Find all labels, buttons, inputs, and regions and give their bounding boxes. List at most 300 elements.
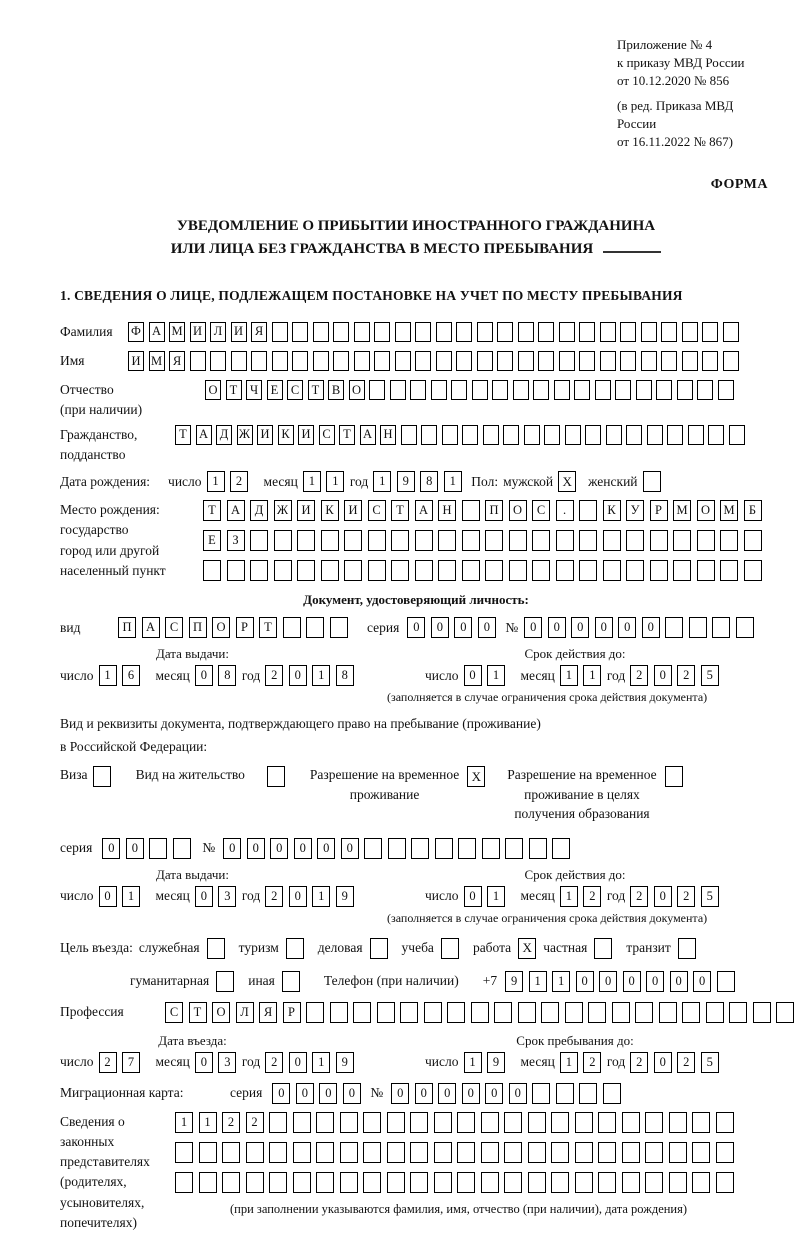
char-cell[interactable]: 1 [199,1112,217,1133]
char-cell[interactable] [415,322,431,342]
char-cell[interactable] [354,322,370,342]
char-cell[interactable] [313,351,329,371]
char-cell[interactable] [306,1002,324,1023]
char-cell[interactable] [702,322,718,342]
char-cell[interactable] [588,1002,606,1023]
char-cell[interactable] [645,1112,663,1133]
char-cell[interactable] [641,322,657,342]
gender-male-checkbox[interactable]: X [558,471,576,492]
char-cell[interactable] [483,425,499,445]
char-cell[interactable] [438,560,456,581]
char-cell[interactable] [481,1142,499,1163]
char-cell[interactable] [363,1142,381,1163]
char-cell[interactable]: Я [259,1002,277,1023]
char-cell[interactable]: 0 [670,971,688,992]
char-cell[interactable]: М [149,351,165,371]
char-cell[interactable] [682,351,698,371]
char-cell[interactable] [702,351,718,371]
purpose-humanitarian-checkbox[interactable] [216,971,234,992]
char-cell[interactable] [274,530,292,551]
char-cell[interactable]: 0 [195,1052,213,1073]
char-cell[interactable]: Б [744,500,762,521]
char-cell[interactable] [269,1142,287,1163]
char-cell[interactable] [552,838,570,859]
char-cell[interactable]: 0 [654,1052,672,1073]
char-cell[interactable] [462,500,480,521]
char-cell[interactable] [626,560,644,581]
char-cell[interactable] [330,1002,348,1023]
char-cell[interactable]: 0 [391,1083,409,1104]
char-cell[interactable]: И [190,322,206,342]
char-cell[interactable]: О [697,500,715,521]
char-cell[interactable] [708,425,724,445]
char-cell[interactable] [692,1112,710,1133]
char-cell[interactable]: 2 [265,1052,283,1073]
char-cell[interactable]: И [231,322,247,342]
char-cell[interactable] [697,530,715,551]
char-cell[interactable] [269,1172,287,1193]
char-cell[interactable] [269,1112,287,1133]
char-cell[interactable]: С [532,500,550,521]
char-cell[interactable] [556,530,574,551]
char-cell[interactable] [706,1002,724,1023]
char-cell[interactable]: 0 [195,665,213,686]
char-cell[interactable] [598,1142,616,1163]
char-cell[interactable] [231,351,247,371]
char-cell[interactable] [551,1112,569,1133]
char-cell[interactable] [659,1002,677,1023]
char-cell[interactable]: 0 [195,886,213,907]
char-cell[interactable]: И [128,351,144,371]
purpose-transit-checkbox[interactable] [678,938,696,959]
char-cell[interactable]: 9 [336,1052,354,1073]
char-cell[interactable] [641,351,657,371]
char-cell[interactable] [565,1002,583,1023]
char-cell[interactable] [635,1002,653,1023]
char-cell[interactable] [400,1002,418,1023]
char-cell[interactable] [481,1172,499,1193]
char-cell[interactable] [579,560,597,581]
char-cell[interactable] [622,1172,640,1193]
char-cell[interactable]: Т [175,425,191,445]
char-cell[interactable] [622,1112,640,1133]
char-cell[interactable]: К [321,500,339,521]
char-cell[interactable] [615,380,631,400]
char-cell[interactable]: 0 [642,617,660,638]
char-cell[interactable]: 0 [464,665,482,686]
char-cell[interactable] [533,380,549,400]
char-cell[interactable] [661,351,677,371]
char-cell[interactable]: Е [203,530,221,551]
gender-female-checkbox[interactable] [643,471,661,492]
char-cell[interactable]: 0 [571,617,589,638]
char-cell[interactable]: 2 [630,1052,648,1073]
char-cell[interactable] [650,530,668,551]
char-cell[interactable] [677,380,693,400]
char-cell[interactable]: Р [283,1002,301,1023]
char-cell[interactable]: 0 [247,838,265,859]
char-cell[interactable] [250,530,268,551]
char-cell[interactable] [497,322,513,342]
char-cell[interactable] [712,617,730,638]
char-cell[interactable] [462,425,478,445]
char-cell[interactable] [333,322,349,342]
char-cell[interactable] [682,322,698,342]
char-cell[interactable] [518,322,534,342]
char-cell[interactable] [579,322,595,342]
char-cell[interactable] [250,560,268,581]
char-cell[interactable]: 0 [548,617,566,638]
char-cell[interactable] [190,351,206,371]
char-cell[interactable] [636,380,652,400]
residence-permit-checkbox[interactable] [267,766,285,787]
char-cell[interactable] [227,560,245,581]
char-cell[interactable] [524,425,540,445]
char-cell[interactable] [438,530,456,551]
char-cell[interactable] [369,380,385,400]
char-cell[interactable] [340,1172,358,1193]
char-cell[interactable]: Н [438,500,456,521]
char-cell[interactable] [656,380,672,400]
char-cell[interactable] [538,351,554,371]
char-cell[interactable] [199,1172,217,1193]
char-cell[interactable] [451,380,467,400]
purpose-other-checkbox[interactable] [282,971,300,992]
char-cell[interactable] [532,560,550,581]
char-cell[interactable]: 0 [654,665,672,686]
char-cell[interactable] [387,1172,405,1193]
char-cell[interactable]: 2 [265,886,283,907]
char-cell[interactable]: И [257,425,273,445]
char-cell[interactable] [720,530,738,551]
char-cell[interactable] [353,1002,371,1023]
char-cell[interactable]: Л [210,322,226,342]
char-cell[interactable] [391,530,409,551]
char-cell[interactable]: 1 [487,886,505,907]
char-cell[interactable] [306,617,324,638]
char-cell[interactable] [363,1172,381,1193]
char-cell[interactable] [374,351,390,371]
char-cell[interactable] [222,1172,240,1193]
char-cell[interactable]: 1 [464,1052,482,1073]
char-cell[interactable] [736,617,754,638]
char-cell[interactable]: 0 [524,617,542,638]
char-cell[interactable] [645,1142,663,1163]
char-cell[interactable] [297,530,315,551]
char-cell[interactable] [667,425,683,445]
char-cell[interactable] [776,1002,794,1023]
char-cell[interactable] [729,1002,747,1023]
char-cell[interactable] [497,351,513,371]
char-cell[interactable] [503,425,519,445]
char-cell[interactable] [436,351,452,371]
char-cell[interactable]: 1 [99,665,117,686]
char-cell[interactable] [575,1172,593,1193]
char-cell[interactable]: Т [308,380,324,400]
char-cell[interactable] [435,838,453,859]
char-cell[interactable] [673,530,691,551]
char-cell[interactable]: Д [250,500,268,521]
char-cell[interactable]: К [278,425,294,445]
char-cell[interactable]: 5 [701,886,719,907]
char-cell[interactable] [579,500,597,521]
char-cell[interactable] [481,1112,499,1133]
char-cell[interactable] [585,425,601,445]
char-cell[interactable] [603,1083,621,1104]
char-cell[interactable]: 0 [272,1083,290,1104]
char-cell[interactable]: Т [339,425,355,445]
char-cell[interactable]: 0 [693,971,711,992]
char-cell[interactable]: 1 [303,471,321,492]
char-cell[interactable] [297,560,315,581]
char-cell[interactable] [753,1002,771,1023]
char-cell[interactable]: О [212,617,230,638]
char-cell[interactable] [415,560,433,581]
char-cell[interactable] [316,1112,334,1133]
char-cell[interactable]: С [165,1002,183,1023]
char-cell[interactable] [529,838,547,859]
char-cell[interactable] [598,1172,616,1193]
char-cell[interactable]: 1 [175,1112,193,1133]
char-cell[interactable] [377,1002,395,1023]
char-cell[interactable]: 1 [373,471,391,492]
char-cell[interactable] [485,530,503,551]
char-cell[interactable] [518,1002,536,1023]
char-cell[interactable]: А [142,617,160,638]
char-cell[interactable] [199,1142,217,1163]
char-cell[interactable] [729,425,745,445]
char-cell[interactable]: 6 [122,665,140,686]
char-cell[interactable]: 1 [444,471,462,492]
char-cell[interactable]: 1 [207,471,225,492]
purpose-study-checkbox[interactable] [441,938,459,959]
char-cell[interactable]: Т [203,500,221,521]
char-cell[interactable] [321,530,339,551]
char-cell[interactable] [538,322,554,342]
char-cell[interactable]: 0 [623,971,641,992]
char-cell[interactable]: 0 [595,617,613,638]
char-cell[interactable] [354,351,370,371]
char-cell[interactable] [246,1142,264,1163]
char-cell[interactable] [434,1112,452,1133]
char-cell[interactable] [390,380,406,400]
char-cell[interactable]: 0 [509,1083,527,1104]
char-cell[interactable] [222,1142,240,1163]
char-cell[interactable]: И [297,500,315,521]
char-cell[interactable]: С [319,425,335,445]
char-cell[interactable] [661,322,677,342]
char-cell[interactable]: 0 [431,617,449,638]
char-cell[interactable] [293,1112,311,1133]
char-cell[interactable] [340,1112,358,1133]
char-cell[interactable] [272,351,288,371]
char-cell[interactable] [368,560,386,581]
char-cell[interactable] [387,1112,405,1133]
char-cell[interactable] [692,1172,710,1193]
char-cell[interactable] [477,322,493,342]
char-cell[interactable] [363,1112,381,1133]
char-cell[interactable] [528,1142,546,1163]
char-cell[interactable] [421,425,437,445]
char-cell[interactable] [509,560,527,581]
char-cell[interactable]: Ж [237,425,253,445]
char-cell[interactable] [340,1142,358,1163]
char-cell[interactable] [274,560,292,581]
char-cell[interactable]: 2 [630,665,648,686]
char-cell[interactable]: 1 [529,971,547,992]
char-cell[interactable] [316,1142,334,1163]
char-cell[interactable] [717,971,735,992]
char-cell[interactable] [574,380,590,400]
char-cell[interactable] [669,1172,687,1193]
char-cell[interactable] [457,1142,475,1163]
char-cell[interactable] [462,530,480,551]
char-cell[interactable]: Т [189,1002,207,1023]
char-cell[interactable] [292,351,308,371]
char-cell[interactable] [612,1002,630,1023]
char-cell[interactable] [665,617,683,638]
char-cell[interactable] [551,1142,569,1163]
char-cell[interactable] [410,1172,428,1193]
char-cell[interactable] [447,1002,465,1023]
char-cell[interactable]: 0 [294,838,312,859]
char-cell[interactable]: 8 [420,471,438,492]
char-cell[interactable]: Ж [274,500,292,521]
char-cell[interactable]: 0 [289,665,307,686]
char-cell[interactable] [551,1172,569,1193]
char-cell[interactable]: Я [251,322,267,342]
char-cell[interactable]: 1 [560,886,578,907]
char-cell[interactable] [692,1142,710,1163]
char-cell[interactable] [387,1142,405,1163]
char-cell[interactable] [505,838,523,859]
char-cell[interactable]: 0 [223,838,241,859]
char-cell[interactable]: 0 [102,838,120,859]
char-cell[interactable]: 0 [99,886,117,907]
char-cell[interactable]: 0 [126,838,144,859]
char-cell[interactable]: 0 [464,886,482,907]
char-cell[interactable] [485,560,503,581]
visa-checkbox[interactable] [93,766,111,787]
char-cell[interactable] [462,560,480,581]
char-cell[interactable] [401,425,417,445]
char-cell[interactable]: О [205,380,221,400]
char-cell[interactable]: 0 [599,971,617,992]
char-cell[interactable] [344,530,362,551]
char-cell[interactable] [579,351,595,371]
char-cell[interactable] [645,1172,663,1193]
char-cell[interactable] [600,351,616,371]
char-cell[interactable] [410,380,426,400]
char-cell[interactable]: 1 [122,886,140,907]
char-cell[interactable]: 0 [341,838,359,859]
char-cell[interactable] [556,1083,574,1104]
char-cell[interactable] [669,1142,687,1163]
char-cell[interactable]: А [415,500,433,521]
char-cell[interactable] [575,1142,593,1163]
char-cell[interactable] [175,1142,193,1163]
char-cell[interactable]: Я [169,351,185,371]
char-cell[interactable]: 0 [317,838,335,859]
char-cell[interactable] [606,425,622,445]
char-cell[interactable] [595,380,611,400]
char-cell[interactable] [559,322,575,342]
char-cell[interactable]: 9 [336,886,354,907]
char-cell[interactable]: Т [259,617,277,638]
char-cell[interactable]: А [360,425,376,445]
char-cell[interactable]: Н [380,425,396,445]
char-cell[interactable]: М [673,500,691,521]
char-cell[interactable]: 1 [560,1052,578,1073]
char-cell[interactable] [720,560,738,581]
char-cell[interactable] [565,425,581,445]
char-cell[interactable]: 2 [246,1112,264,1133]
char-cell[interactable] [456,322,472,342]
char-cell[interactable] [647,425,663,445]
char-cell[interactable] [723,322,739,342]
char-cell[interactable]: Р [650,500,668,521]
char-cell[interactable] [251,351,267,371]
char-cell[interactable] [600,322,616,342]
char-cell[interactable] [494,1002,512,1023]
char-cell[interactable] [321,560,339,581]
char-cell[interactable] [626,425,642,445]
char-cell[interactable]: 1 [312,665,330,686]
char-cell[interactable]: П [485,500,503,521]
purpose-work-checkbox[interactable]: X [518,938,536,959]
char-cell[interactable] [482,838,500,859]
char-cell[interactable]: 1 [583,665,601,686]
char-cell[interactable]: 3 [218,1052,236,1073]
char-cell[interactable]: Д [216,425,232,445]
char-cell[interactable]: З [227,530,245,551]
char-cell[interactable] [509,530,527,551]
char-cell[interactable] [293,1142,311,1163]
purpose-commercial-checkbox[interactable] [370,938,388,959]
char-cell[interactable] [697,560,715,581]
char-cell[interactable]: Т [226,380,242,400]
char-cell[interactable] [330,617,348,638]
char-cell[interactable] [293,1172,311,1193]
char-cell[interactable] [650,560,668,581]
char-cell[interactable] [532,530,550,551]
char-cell[interactable] [458,838,476,859]
char-cell[interactable]: А [149,322,165,342]
char-cell[interactable] [556,560,574,581]
char-cell[interactable] [620,351,636,371]
char-cell[interactable] [697,380,713,400]
char-cell[interactable]: Л [236,1002,254,1023]
char-cell[interactable] [391,560,409,581]
char-cell[interactable]: 0 [296,1083,314,1104]
char-cell[interactable] [620,322,636,342]
char-cell[interactable]: 3 [218,886,236,907]
char-cell[interactable] [504,1112,522,1133]
char-cell[interactable]: 0 [654,886,672,907]
char-cell[interactable] [415,351,431,371]
char-cell[interactable]: 0 [343,1083,361,1104]
char-cell[interactable] [513,380,529,400]
char-cell[interactable] [579,1083,597,1104]
char-cell[interactable]: 5 [701,665,719,686]
char-cell[interactable] [175,1172,193,1193]
char-cell[interactable] [410,1112,428,1133]
char-cell[interactable] [471,1002,489,1023]
char-cell[interactable]: 2 [583,886,601,907]
char-cell[interactable] [415,530,433,551]
char-cell[interactable]: 2 [99,1052,117,1073]
char-cell[interactable] [528,1172,546,1193]
